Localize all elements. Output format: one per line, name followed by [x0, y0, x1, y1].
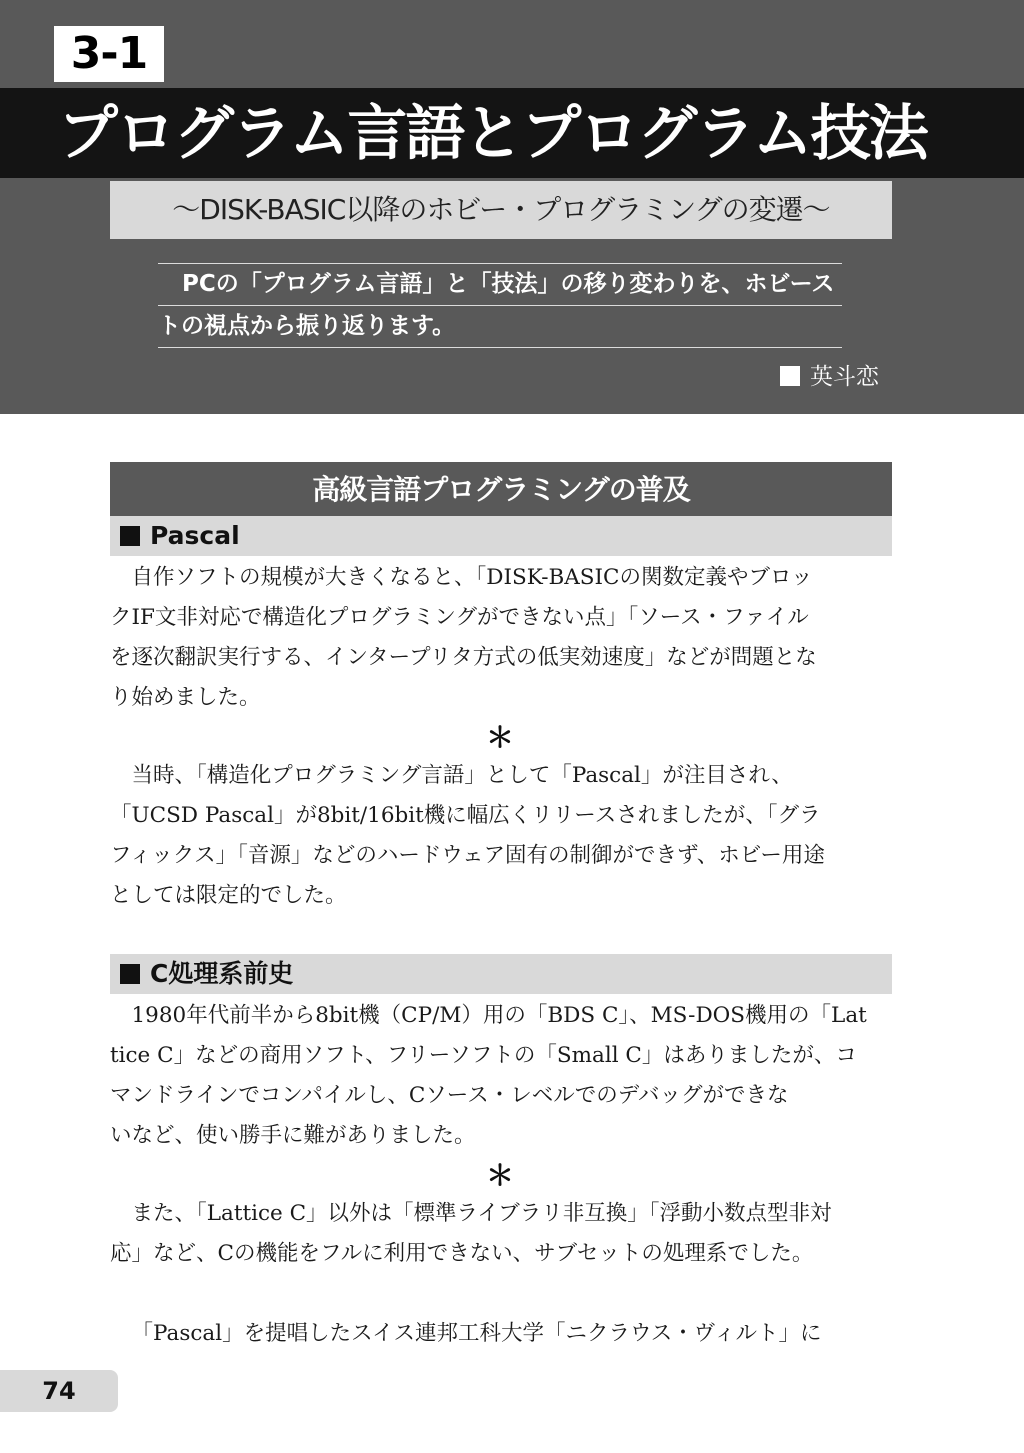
- text-line: 「Pascal」を提唱したスイス連邦工科大学「ニクラウス・ヴィルト」に: [131, 1321, 822, 1346]
- text-line: 自作ソフトの規模が大きくなると、「DISK-BASICの関数定義やブロッ: [131, 565, 813, 590]
- subsection-heading-text: Pascal: [150, 521, 240, 550]
- text-line: 応」など、Cの機能をフルに利用できない、サブセットの処理系でした。: [110, 1241, 814, 1266]
- subsection-heading-c: [110, 954, 892, 994]
- lead-text: [158, 263, 842, 348]
- author: [780, 360, 892, 394]
- text-line: としては限定的でした。: [110, 883, 347, 908]
- asterisk-separator: ＊: [485, 721, 514, 754]
- text-line: tice C」などの商用ソフト、フリーソフトの「Small C」はありましたが、コ: [110, 1043, 857, 1068]
- subsection-heading-pascal: [110, 516, 892, 556]
- text-line: 1980年代前半から8bit機（CP/M）用の「BDS C」、MS-DOS機用の「Lat: [131, 1003, 867, 1028]
- text-line: フィックス」「音源」などのハードウェア固有の制御ができず、ホビー用途: [110, 843, 825, 868]
- lead-line: PCの「プログラム言語」と「技法」の移り変わりを、ホビース: [158, 263, 842, 305]
- section-title: 高級言語プログラミングの普及: [110, 462, 892, 516]
- text-line: を逐次翻訳実行する、インタープリタ方式の低実効速度」などが問題とな: [110, 645, 817, 670]
- paragraph: [110, 1194, 894, 1274]
- text-line: マンドラインでコンパイルし、Cソース・レベルでのデバッグができな: [110, 1083, 789, 1108]
- square-bullet-icon: [780, 366, 800, 386]
- paragraph: [110, 996, 894, 1156]
- paragraph: [110, 1314, 894, 1354]
- text-line: 当時、「構造化プログラミング言語」として「Pascal」が注目され、: [131, 763, 793, 788]
- lead-line: トの視点から振り返ります。: [158, 305, 842, 348]
- chapter-number: 3-1: [54, 26, 164, 82]
- text-line: クIF文非対応で構造化プログラミングができない点」「ソース・ファイル: [110, 605, 809, 630]
- subsection-heading-text: C処理系前史: [150, 959, 294, 988]
- paragraph: [110, 756, 894, 916]
- chapter-title: プログラム言語とプログラム技法: [58, 99, 927, 169]
- chapter-subtitle: ～DISK-BASIC以降のホビー・プログラミングの変遷～: [110, 181, 892, 239]
- square-bullet-icon: [120, 526, 140, 546]
- text-line: いなど、使い勝手に難がありました。: [110, 1123, 476, 1148]
- page-number: 74: [0, 1370, 118, 1412]
- paragraph: [110, 558, 894, 718]
- chapter-header: [0, 0, 1024, 414]
- text-line: り始めました。: [110, 685, 261, 710]
- text-line: 「UCSD Pascal」が8bit/16bit機に幅広くリリースされましたが、「グラ: [110, 803, 821, 828]
- square-bullet-icon: [120, 964, 140, 984]
- asterisk-separator: ＊: [485, 1159, 514, 1192]
- text-line: また、「Lattice C」以外は「標準ライブラリ非互換」「浮動小数点型非対: [131, 1201, 832, 1226]
- author-name: 英斗恋: [810, 364, 879, 390]
